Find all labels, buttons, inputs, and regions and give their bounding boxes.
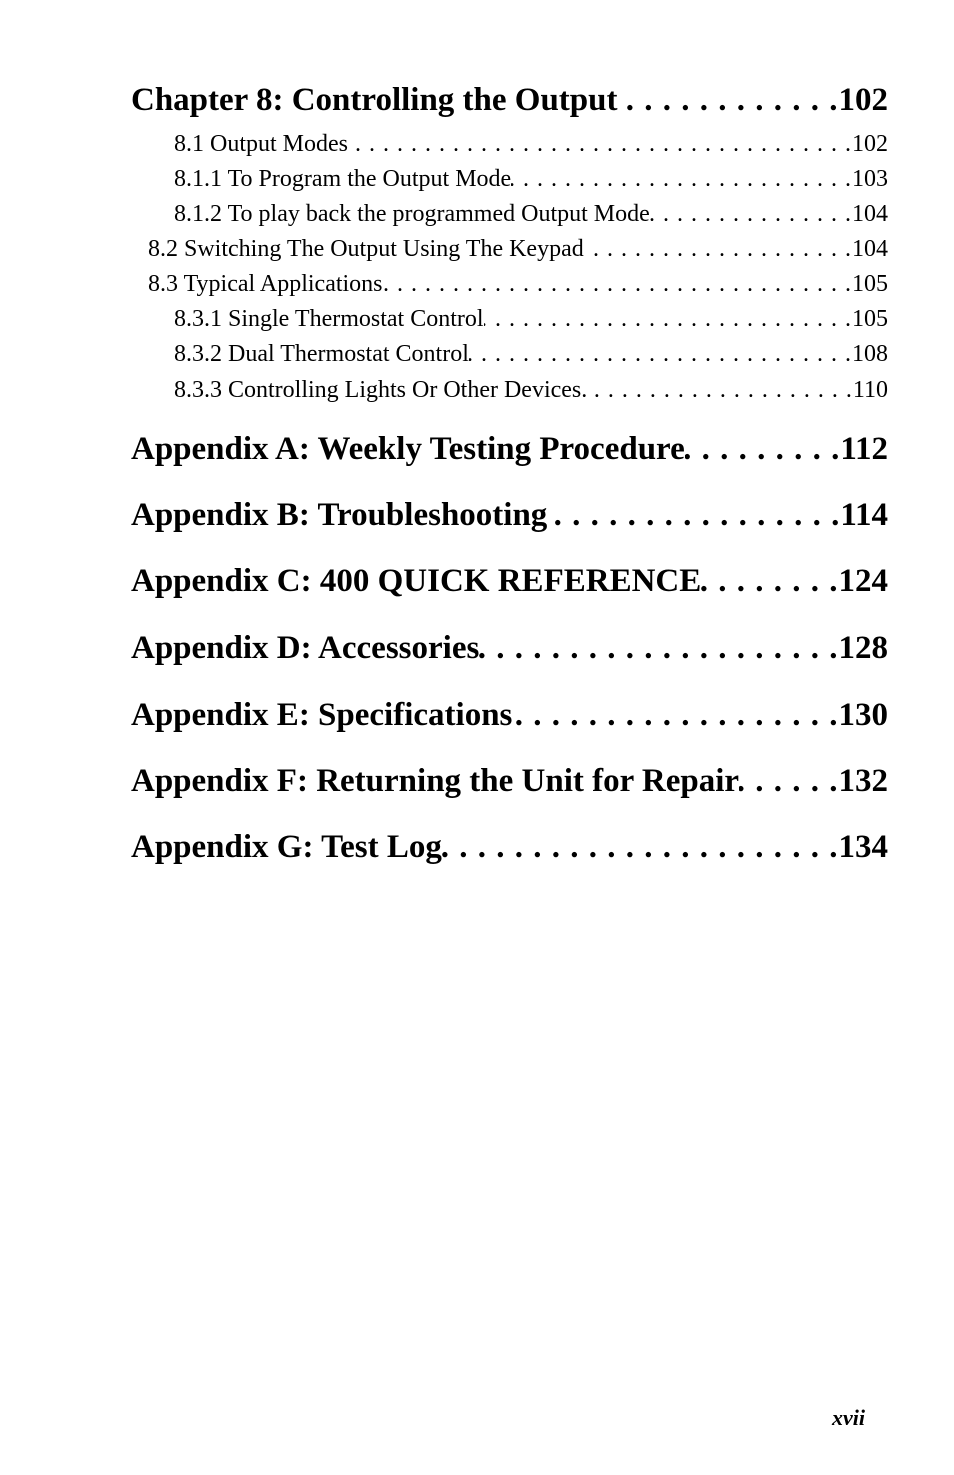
toc-entry-appendix-d[interactable] — [131, 630, 888, 667]
dot-leader — [701, 563, 838, 600]
toc-entry-page: 114 — [840, 497, 888, 533]
toc-entry-page: 104 — [852, 236, 888, 262]
dot-leader — [650, 201, 852, 228]
dot-leader — [479, 630, 838, 667]
toc-entry-title: 8.3 Typical Applications — [148, 271, 383, 297]
dot-leader — [584, 236, 852, 263]
toc-entry-title: Appendix B: Troubleshooting — [131, 497, 548, 533]
toc-entry-title: 8.1 Output Modes — [174, 131, 348, 157]
dot-leader — [618, 82, 839, 119]
dot-leader — [512, 697, 838, 734]
dot-leader — [442, 829, 839, 866]
toc-entry-appendix-a[interactable] — [131, 431, 888, 468]
toc-entry-chapter-8[interactable] — [131, 82, 888, 119]
dot-leader — [685, 431, 841, 468]
dot-leader — [484, 306, 852, 333]
toc-entry-title: Appendix D: Accessories — [131, 630, 480, 666]
toc-entry-page: 108 — [852, 341, 888, 367]
toc-entry-8-1-1[interactable] — [174, 166, 888, 193]
dot-leader — [587, 377, 853, 404]
toc-entry-8-1-2[interactable] — [174, 201, 888, 228]
toc-entry-title: 8.3.1 Single Thermostat Control — [174, 306, 484, 332]
toc-entry-8-3-2[interactable] — [174, 341, 888, 368]
toc-entry-appendix-c[interactable] — [131, 563, 888, 600]
dot-leader — [383, 271, 852, 298]
toc-entry-title: Chapter 8: Controlling the Output — [131, 82, 618, 118]
toc-entry-title: 8.3.3 Controlling Lights Or Other Devices. — [174, 377, 588, 403]
toc-entry-title: Appendix E: Specifications — [131, 697, 513, 733]
toc-entry-8-3-1[interactable] — [174, 306, 888, 333]
toc-entry-title: Appendix C: 400 QUICK REFERENCE — [131, 563, 702, 599]
page-number: xvii — [832, 1405, 865, 1430]
toc-entry-title: Appendix F: Returning the Unit for Repair — [131, 763, 740, 799]
toc-entry-appendix-g[interactable] — [131, 829, 888, 866]
toc-entry-page: 132 — [838, 763, 888, 799]
toc-entry-page: 110 — [852, 377, 888, 403]
toc-entry-page: 102 — [852, 131, 888, 157]
dot-leader — [547, 497, 840, 534]
toc-entry-page: 128 — [838, 630, 888, 666]
toc-entry-page: 112 — [840, 431, 888, 467]
toc-entry-title: 8.3.2 Dual Thermostat Control — [174, 341, 469, 367]
toc-entry-title: 8.1.1 To Program the Output Mode — [174, 166, 512, 192]
toc-entry-page: 105 — [852, 306, 888, 332]
toc-entry-8-1[interactable] — [174, 131, 888, 158]
toc-entry-title: 8.2 Switching The Output Using The Keypad — [148, 236, 584, 262]
toc-entry-title: 8.1.2 To play back the programmed Output Mode — [174, 201, 650, 227]
toc-entry-appendix-f[interactable] — [131, 763, 888, 800]
toc-entry-page: 105 — [852, 271, 888, 297]
toc-entry-page: 103 — [852, 166, 888, 192]
toc-entry-page: 104 — [852, 201, 888, 227]
toc-entry-appendix-e[interactable] — [131, 697, 888, 734]
dot-leader — [511, 166, 852, 193]
toc-entry-title: Appendix G: Test Log — [131, 829, 442, 865]
dot-leader — [348, 131, 852, 158]
toc-entry-8-2[interactable] — [148, 236, 888, 263]
toc-entry-8-3[interactable] — [148, 271, 888, 298]
toc-entry-appendix-b[interactable] — [131, 497, 888, 534]
dot-leader — [739, 763, 838, 800]
dot-leader — [469, 341, 852, 368]
toc-entry-title: Appendix A: Weekly Testing Procedure — [131, 431, 685, 467]
toc-entry-8-3-3[interactable] — [174, 377, 888, 404]
toc-entry-page: 124 — [838, 563, 888, 599]
toc-entry-page: 134 — [838, 829, 888, 865]
toc-entry-page: 130 — [838, 697, 888, 733]
toc-entry-page: 102 — [838, 82, 888, 118]
